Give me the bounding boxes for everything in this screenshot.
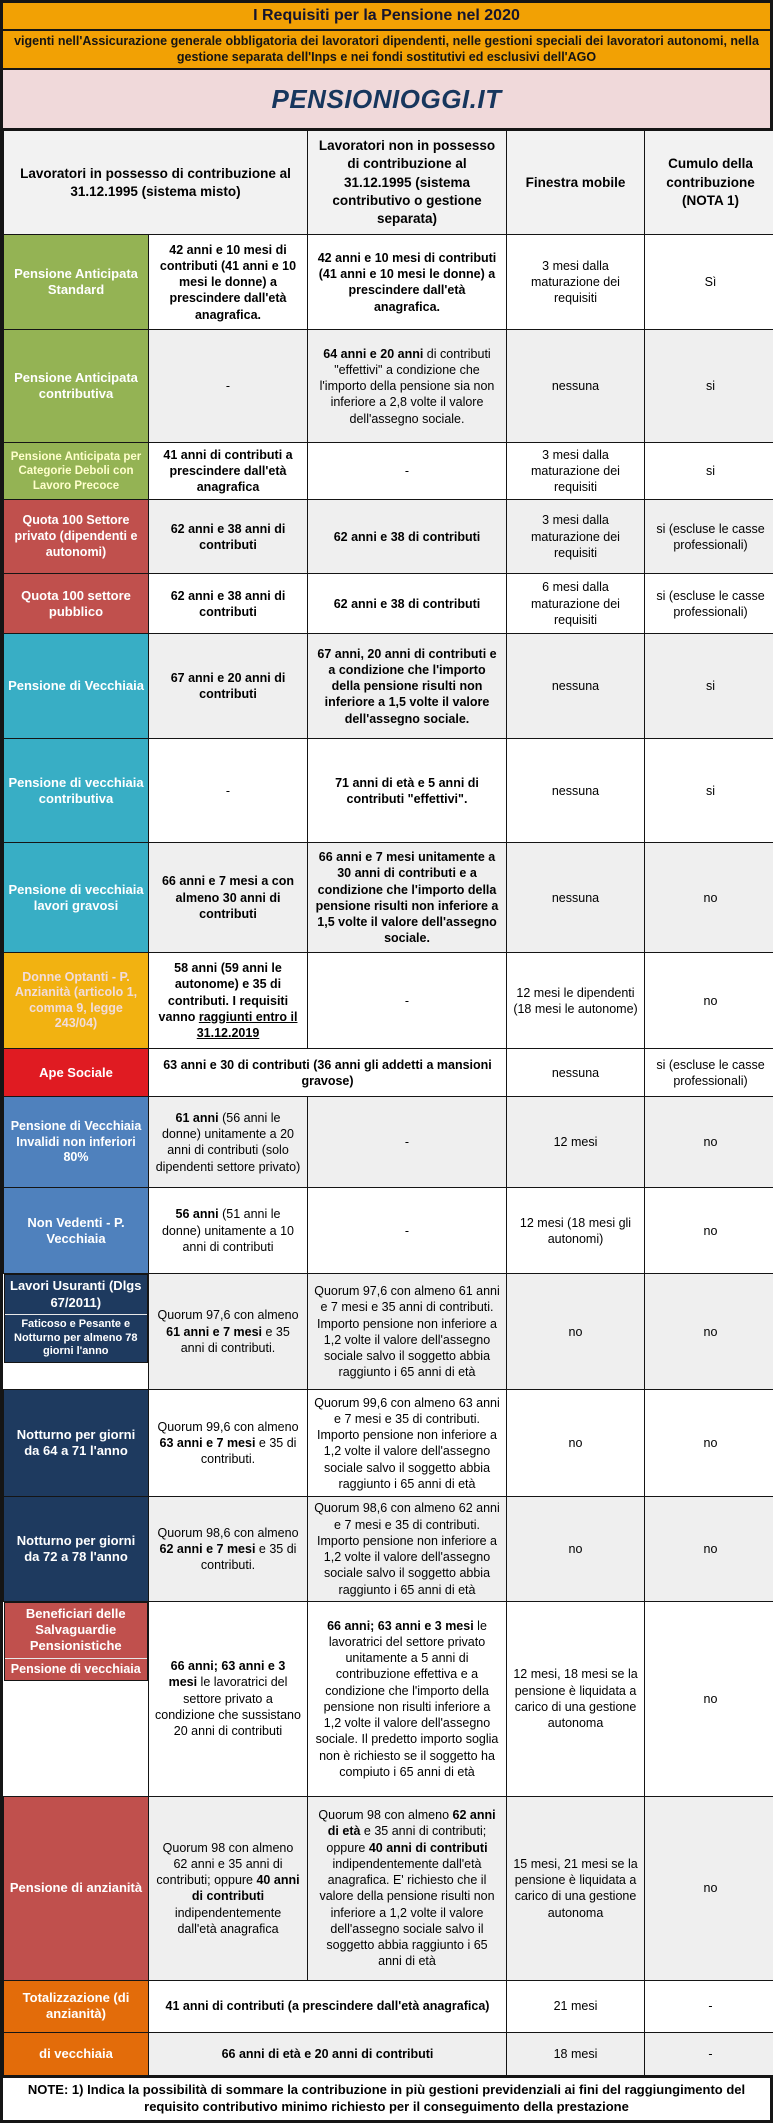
cell: -	[308, 1097, 507, 1188]
cell: Quorum 98 con almeno 62 anni di età e 35 anni di contributi; oppure 40 anni di contributi indipendentemente dall'età anagrafica. E' richiesto che il valore della pensione risulti non inferiore a 1,2 volte il valore dell'assegno sociale salvo il soggetto abbia raggiunto i 65 anni di età	[308, 1796, 507, 1980]
cell: 63 anni e 30 di contributi (36 anni gli addetti a mansioni gravose)	[149, 1049, 507, 1097]
row-label-part: Beneficiari delle Salvaguardie Pensionistiche	[5, 1603, 148, 1658]
cell: si	[645, 739, 773, 843]
row-label-ape-sociale: Ape Sociale	[4, 1049, 149, 1097]
cell: 3 mesi dalla maturazione dei requisiti	[507, 443, 645, 500]
row-label-pensione-anticipata-contributiva: Pensione Anticipata contributiva	[4, 330, 149, 443]
row-pensione-vecchiaia-lavori-gravosi	[4, 843, 773, 953]
row-label-pensione-anticipata-standard: Pensione Anticipata Standard	[4, 235, 149, 330]
cell: Sì	[645, 235, 773, 330]
cell: -	[645, 1980, 773, 2032]
row-totalizzazione-vecchiaia	[4, 2032, 773, 2075]
cell: 58 anni (59 anni le autonome) e 35 di contributi. I requisiti vanno raggiunti entro il 31.12.2019	[149, 953, 308, 1049]
row-label-pensione-vecchiaia-lavori-gravosi: Pensione di vecchiaia lavori gravosi	[4, 843, 149, 953]
row-non-vedenti	[4, 1188, 773, 1274]
cell: 66 anni di età e 20 anni di contributi	[149, 2032, 507, 2075]
cell: nessuna	[507, 1049, 645, 1097]
row-label-pensione-di-vecchiaia-contributiva: Pensione di vecchiaia contributiva	[4, 739, 149, 843]
table-body	[4, 235, 773, 2076]
cell: 3 mesi dalla maturazione dei requisiti	[507, 235, 645, 330]
cell: 62 anni e 38 anni di contributi	[149, 500, 308, 574]
cell: no	[645, 1796, 773, 1980]
row-beneficiari-salvaguardie-vecchiaia	[4, 1601, 773, 1796]
cell: 66 anni; 63 anni e 3 mesi le lavoratrici del settore privato unitamente a 5 anni di contribuzione effettiva e a condizione che l'importo della pensione non risulti inferiore a 1,2 volte il valore dell'assegno sociale. Il predetto importo soglia non è richiesto se il soggetto ha compiuto i 65 anni di età	[308, 1601, 507, 1796]
cell: -	[149, 330, 308, 443]
cell: 12 mesi (18 mesi gli autonomi)	[507, 1188, 645, 1274]
cell: 41 anni di contributi (a prescindere dall'età anagrafica)	[149, 1980, 507, 2032]
cell: -	[149, 739, 308, 843]
cell: nessuna	[507, 330, 645, 443]
cell: no	[645, 1601, 773, 1796]
row-notturno-64-71	[4, 1390, 773, 1497]
cell: -	[308, 953, 507, 1049]
requirements-table	[3, 130, 773, 2076]
column-header-sistema-misto: Lavoratori in possesso di contribuzione al 31.12.1995 (sistema misto)	[4, 131, 308, 235]
row-label-quota-100-settore-pubblico: Quota 100 settore pubblico	[4, 574, 149, 634]
cell: Quorum 99,6 con almeno 63 anni e 7 mesi e 35 di contributi.	[149, 1390, 308, 1497]
row-pensione-di-anzianita	[4, 1796, 773, 1980]
cell: 64 anni e 20 anni di contributi "effettivi" a condizione che l'importo della pensione sia non inferiore a 2,8 volte il valore dell'assegno sociale.	[308, 330, 507, 443]
row-label-part: Lavori Usuranti (Dlgs 67/2011)	[5, 1275, 148, 1314]
cell: 15 mesi, 21 mesi se la pensione è liquidata a carico di una gestione autonoma	[507, 1796, 645, 1980]
cell: no	[645, 843, 773, 953]
cell: no	[645, 953, 773, 1049]
table-header	[4, 131, 773, 235]
cell: si	[645, 443, 773, 500]
cell: Quorum 98,6 con almeno 62 anni e 7 mesi e 35 di contributi.	[149, 1497, 308, 1602]
row-quota-100-settore-privato	[4, 500, 773, 574]
cell: Quorum 97,6 con almeno 61 anni e 7 mesi e 35 anni di contributi. Importo pensione non inferiore a 1,2 volte il valore dell'assegno sociale salvo il soggetto abbia raggiunto i 65 anni di età	[308, 1274, 507, 1390]
cell: 67 anni, 20 anni di contributi e a condizione che l'importo della pensione risulti non inferiore a 1,5 volte il valore dell'assegno sociale.	[308, 634, 507, 739]
row-label-notturno-64-71: Notturno per giorni da 64 a 71 l'anno	[4, 1390, 149, 1497]
cell: 18 mesi	[507, 2032, 645, 2075]
cell: no	[645, 1274, 773, 1390]
cell: 61 anni (56 anni le donne) unitamente a 20 anni di contributi (solo dipendenti settore privato)	[149, 1097, 308, 1188]
cell: -	[308, 443, 507, 500]
cell: nessuna	[507, 843, 645, 953]
cell: no	[645, 1097, 773, 1188]
row-label-part: Pensione di vecchiaia	[5, 1658, 148, 1681]
column-header-finestra-mobile: Finestra mobile	[507, 131, 645, 235]
row-quota-100-settore-pubblico	[4, 574, 773, 634]
row-label-lavori-usuranti-faticoso-pesante	[4, 1274, 149, 1363]
cell: 12 mesi le dipendenti (18 mesi le autonome)	[507, 953, 645, 1049]
cell: nessuna	[507, 739, 645, 843]
row-pensione-di-vecchiaia-contributiva	[4, 739, 773, 843]
cell: 3 mesi dalla maturazione dei requisiti	[507, 500, 645, 574]
row-label-pensione-vecchiaia-invalidi: Pensione di Vecchiaia Invalidi non inferiori 80%	[4, 1097, 149, 1188]
row-label-pensione-anticipata-categorie-deboli: Pensione Anticipata per Categorie Deboli con Lavoro Precoce	[4, 443, 149, 500]
row-label-part: Faticoso e Pesante e Notturno per almeno 78 giorni l'anno	[5, 1314, 148, 1362]
cell: 12 mesi, 18 mesi se la pensione è liquidata a carico di una gestione autonoma	[507, 1601, 645, 1796]
row-pensione-anticipata-categorie-deboli	[4, 443, 773, 500]
cell: -	[645, 2032, 773, 2075]
row-label-pensione-di-vecchiaia: Pensione di Vecchiaia	[4, 634, 149, 739]
row-label-donne-optanti: Donne Optanti - P. Anzianità (articolo 1, comma 9, legge 243/04)	[4, 953, 149, 1049]
cell: 62 anni e 38 di contributi	[308, 500, 507, 574]
cell: 71 anni di età e 5 anni di contributi "effettivi".	[308, 739, 507, 843]
cell: 66 anni; 63 anni e 3 mesi le lavoratrici del settore privato a condizione che sussistano 20 anni di contributi	[149, 1601, 308, 1796]
row-label-totalizzazione-anzianita: Totalizzazione (di anzianità)	[4, 1980, 149, 2032]
row-label-beneficiari-salvaguardie-vecchiaia	[4, 1602, 149, 1681]
cell: 67 anni e 20 anni di contributi	[149, 634, 308, 739]
cell: no	[507, 1497, 645, 1602]
cell: 66 anni e 7 mesi a con almeno 30 anni di contributi	[149, 843, 308, 953]
cell: Quorum 98,6 con almeno 62 anni e 7 mesi e 35 di contributi. Importo pensione non inferiore a 1,2 volte il valore dell'assegno sociale salvo il soggetto abbia raggiunto i 65 anni di età	[308, 1497, 507, 1602]
cell: -	[308, 1188, 507, 1274]
cell: Quorum 99,6 con almeno 63 anni e 7 mesi e 35 di contributi. Importo pensione non inferiore a 1,2 volte il valore dell'assegno sociale salvo il soggetto abbia raggiunto i 65 anni di età	[308, 1390, 507, 1497]
column-header-cumulo-contribuzione: Cumulo della contribuzione (NOTA 1)	[645, 131, 773, 235]
cell: 41 anni di contributi a prescindere dall'età anagrafica	[149, 443, 308, 500]
row-pensione-anticipata-contributiva	[4, 330, 773, 443]
row-notturno-72-78	[4, 1497, 773, 1602]
row-label-non-vedenti: Non Vedenti - P. Vecchiaia	[4, 1188, 149, 1274]
cell: Quorum 98 con almeno 62 anni e 35 anni di contributi; oppure 40 anni di contributi indipendentemente dall'età anagrafica	[149, 1796, 308, 1980]
cell: 21 mesi	[507, 1980, 645, 2032]
cell: 12 mesi	[507, 1097, 645, 1188]
cell: 42 anni e 10 mesi di contributi (41 anni e 10 mesi le donne) a prescindere dall'età anagrafica.	[149, 235, 308, 330]
row-label-notturno-72-78: Notturno per giorni da 72 a 78 l'anno	[4, 1497, 149, 1602]
cell: si	[645, 634, 773, 739]
cell: 66 anni e 7 mesi unitamente a 30 anni di contributi e a condizione che l'importo della pensione risulti non inferiore a 1,5 volte il valore dell'assegno sociale.	[308, 843, 507, 953]
row-lavori-usuranti-faticoso-pesante	[4, 1274, 773, 1390]
row-pensione-di-vecchiaia	[4, 634, 773, 739]
cell: no	[645, 1188, 773, 1274]
row-pensione-anticipata-standard	[4, 235, 773, 330]
cell: no	[507, 1274, 645, 1390]
page-title: I Requisiti per la Pensione nel 2020	[3, 3, 770, 31]
cell: si (escluse le casse professionali)	[645, 574, 773, 634]
brand-banner: PENSIONIOGGI.IT	[3, 70, 770, 130]
cell: 42 anni e 10 mesi di contributi (41 anni e 10 mesi le donne) a prescindere dall'età anagrafica.	[308, 235, 507, 330]
cell: 62 anni e 38 di contributi	[308, 574, 507, 634]
cell: 56 anni (51 anni le donne) unitamente a 10 anni di contributi	[149, 1188, 308, 1274]
row-pensione-vecchiaia-invalidi	[4, 1097, 773, 1188]
cell: si	[645, 330, 773, 443]
footer-note: NOTE: 1) Indica la possibilità di sommare la contribuzione in più gestioni previdenziali ai fini del raggiungimento del requisito contributivo minimo richiesto per il conseguimento della prestazione	[3, 2076, 770, 2120]
row-label-totalizzazione-vecchiaia: di vecchiaia	[4, 2032, 149, 2075]
cell: nessuna	[507, 634, 645, 739]
cell: 6 mesi dalla maturazione dei requisiti	[507, 574, 645, 634]
page-subtitle: vigenti nell'Assicurazione generale obbligatoria dei lavoratori dipendenti, nelle gestioni speciali dei lavoratori autonomi, nella gestione separata dell'Inps e nei fondi sostitutivi ed esclusivi dell'AGO	[3, 31, 770, 70]
row-totalizzazione-anzianita	[4, 1980, 773, 2032]
cell: no	[507, 1390, 645, 1497]
row-label-quota-100-settore-privato: Quota 100 Settore privato (dipendenti e autonomi)	[4, 500, 149, 574]
cell: si (escluse le casse professionali)	[645, 500, 773, 574]
cell: si (escluse le casse professionali)	[645, 1049, 773, 1097]
column-header-sistema-contributivo: Lavoratori non in possesso di contribuzione al 31.12.1995 (sistema contributivo o gestione separata)	[308, 131, 507, 235]
row-donne-optanti	[4, 953, 773, 1049]
cell: 62 anni e 38 anni di contributi	[149, 574, 308, 634]
cell: no	[645, 1497, 773, 1602]
cell: no	[645, 1390, 773, 1497]
row-ape-sociale	[4, 1049, 773, 1097]
row-label-pensione-di-anzianita: Pensione di anzianità	[4, 1796, 149, 1980]
cell: Quorum 97,6 con almeno 61 anni e 7 mesi e 35 anni di contributi.	[149, 1274, 308, 1390]
